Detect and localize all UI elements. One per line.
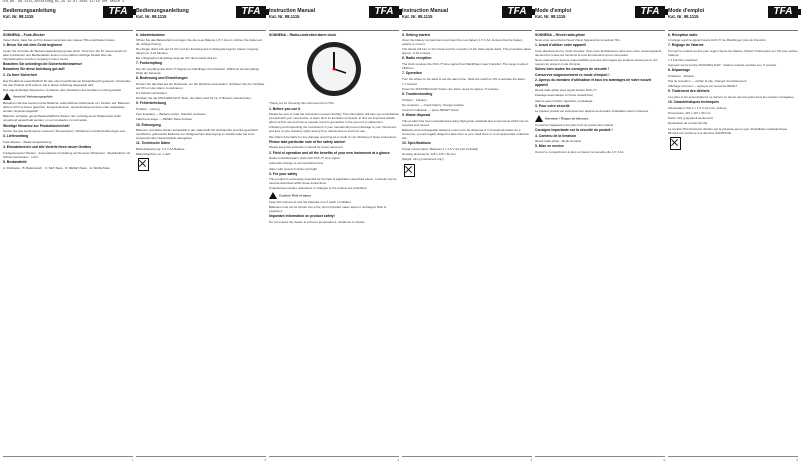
tfa-logo: TFA [768, 6, 798, 18]
paragraph: Power consumption: Batteries 1 x 1.5 V AA (not included) [402, 146, 479, 151]
subheading: 1. Bevor Sie mit dem Gerät beginnen [3, 43, 63, 48]
divider [3, 30, 133, 31]
page-title: Mode d'emploi [668, 8, 705, 14]
subheading: 3. Pour votre sécurité [535, 103, 570, 108]
page-body [668, 33, 798, 151]
subheading: 7. Operation [402, 71, 422, 76]
page-number: 2 [264, 458, 266, 462]
paragraph: Nous n'assumons aucune responsabilité pour des dommages qui seraient causés par le non respect du présent mode d'emploi. [535, 57, 658, 66]
paragraph: Keep this instrument and the batteries out of reach of children. [269, 199, 352, 204]
paragraph: La société TFA Dostmann déclare par la présente que le type d'installation radioélectrique 98.1115 est conforme à la directive 2014/53/UE. [668, 126, 788, 135]
subheading: 3. For your safety [269, 171, 298, 176]
page-header [668, 6, 798, 28]
paragraph: Der Zeiger dreht sich auf 12 Uhr und der Empfang des Funksignals beginnt. Dieser Vorgang dauert ca. 3-10 Minuten. [136, 47, 259, 56]
subheading: Consigne importante sur la sécurité du produit ! [535, 127, 613, 132]
paragraph: Thank you for choosing this instrument from TFA. [269, 101, 335, 106]
paragraph: Affichage incorrect — appuyer sur la touche RESET [668, 84, 738, 89]
manual-page-3 [269, 6, 399, 462]
paragraph: Lesen Sie sich bitte die Bedienungsanleitung genau durch. So lernen Sie Ihr neues Gerät mit allen Funktionen und Bestandteilen kennen und erfahren wichtige Details über die Inbetriebnahme und den Umgang mit dem Gerät. [3, 48, 127, 61]
divider [402, 30, 532, 31]
page-footer [3, 456, 133, 462]
subheading: Conservez soigneusement ce mode d'emploi ! [535, 72, 610, 77]
paragraph: 7.1 Fonction répétition [668, 57, 698, 62]
subheading: 5. Bestandteile [3, 159, 27, 164]
page-body [3, 33, 133, 170]
page-title: Mode d'emploi [535, 8, 572, 14]
paragraph: Conserver l'appareil et les piles hors de portée des enfants. [535, 122, 614, 127]
paragraph: Déclaration de conformité UE [668, 121, 708, 126]
subheading: 10. Specifications [402, 141, 431, 146]
paragraph: Batterien und Akkus dürfen keinesfalls in den Hausmüll! Als Verbraucher sind Sie gesetzlich verpflichtet, gebrauchte Batterien zur fachgerechten Entsorgung im Handel oder bei einer entsprechenden Sammelstelle abzugeben. [136, 128, 258, 141]
paragraph: Das Produkt ist ausschließlich für den oben beschriebenen Einsatzbereich geeignet. Verwenden Sie das Produkt nicht anders, als in dieser Anleitung dargestellt wird. [3, 78, 131, 87]
subheading: 5. Mise en service [535, 144, 564, 149]
page-number: 4 [530, 458, 532, 462]
subheading: 9. Fehlerbehebung [136, 101, 167, 106]
paragraph: Unauthorised repairs, alterations or changes to the product are prohibited. [269, 186, 368, 191]
paragraph: The hands will turn to 12 o'clock and the reception of the radio signal starts. This procedure takes approx. 3-10 minutes. [402, 47, 531, 56]
section-heading: 5. Getting started [402, 33, 430, 37]
subheading: Important information on product safety! [269, 214, 335, 219]
divider [269, 30, 399, 31]
tfa-logo: TFA [635, 6, 665, 18]
page-header [269, 6, 399, 28]
page-number: 6 [796, 458, 798, 462]
paragraph: Réveil radio-piloté avec signal horaire DCF-77 [535, 88, 597, 93]
manual-page-5 [535, 6, 665, 462]
page-header [402, 6, 532, 28]
manual-page-2 [136, 6, 266, 462]
page-footer [668, 456, 798, 462]
paragraph: Do not expose the device to extreme temperatures, vibrations or shocks. [269, 219, 366, 224]
paragraph: 7.1 Snooze [402, 81, 418, 86]
weee-bin-icon [670, 137, 681, 150]
weee-bin-icon [138, 158, 149, 171]
paragraph: Lisez attentivement le mode d'emploi. Vous vous familiariserez ainsi avec votre nouvel appareil, découvrirez toutes les fonctions et tous les éléments qui le composent. [535, 48, 662, 57]
page-header [3, 6, 133, 28]
paragraph: Die Uhr empfängt das DCF-77 Signal von Mainflingen bei Frankfurt. Während des Empfangs blinkt die Sekunde. [136, 67, 260, 76]
subheading: 3. Lieferumfang [3, 134, 29, 139]
paragraph: Kein Empfang — Batterie prüfen, Standort wechseln [136, 112, 206, 117]
manual-page-6 [668, 6, 798, 462]
paragraph: Tournez la molette au dos pour régler l'heure de l'alarme. Placez l'interrupteur sur ON pour activer l'alarme. [668, 48, 798, 57]
subheading: Beachten Sie unbedingt die Sicherheitshinweise! [3, 61, 83, 66]
subheading: 1. Avant d'utiliser votre appareil [535, 43, 587, 48]
paragraph: We shall not be liable for any damage occurring as a result of non following of these instructions. [269, 134, 398, 139]
paragraph: Please be sure to read the instruction manual carefully. This information will help you to familiarise yourself with your new device, to learn all of its functions and parts, to find out important details about its first use and how to operate it and to get advice in the event of a malfunction. [269, 112, 399, 125]
section-heading: 6. Réception radio [668, 33, 698, 37]
paragraph: Open the battery compartment and insert the new battery 1.5 V AA. Ensure that the battery polarity is correct. [402, 37, 523, 46]
page-number: 5 [663, 458, 665, 462]
disposal-symbols [136, 157, 266, 172]
model-number: Kat. Nr. 98.1115 [402, 14, 433, 19]
page-number: 3 [397, 458, 399, 462]
paragraph: Betriebsspannung: 1,5 V AA Batterie [136, 146, 185, 151]
paragraph: Attention ! Risque de blessure [535, 115, 665, 122]
paragraph: L'horloge reçoit le signal horaire DCF-77 de Mainflingen près de Francfort. [668, 37, 767, 42]
paragraph: Poids: 221 g (appareil seulement) [668, 116, 713, 121]
paragraph: This product has been manufactured using high-grade materials and components which can be recycled and reused. [402, 118, 529, 127]
subheading: 10. Caractéristiques techniques [668, 100, 720, 105]
disposal-symbols [402, 163, 532, 178]
subheading: 2. Aperçu du domaine d'utilisation et tous les avantages de votre nouvel appareil [535, 78, 652, 87]
file-header-line: TFA_No. 98.1115_Anleitung_01_19 12.07.2019 12:10 Uhr Seite 1 [2, 0, 125, 4]
paragraph: Problem · Lösung [136, 107, 160, 111]
weee-bin-icon [404, 164, 415, 177]
model-number: Kat. Nr. 98.1115 [535, 14, 566, 19]
paragraph: Funkgesteuerter Wecker · Automatische Umstellung auf Sommer-/Winterzeit · Weckfunktion mit Schlummerfunktion · Licht [3, 150, 131, 159]
page-footer [136, 456, 266, 462]
paragraph: Réveil radio-piloté · Mode d'emploi [535, 139, 582, 144]
manual-page-4 [402, 6, 532, 462]
paragraph: Batteries and rechargeable batteries must never be disposed of in household waste! As a consumer, you are legally obliged to take them to your retail store or to an appropriate collection site. [402, 128, 530, 141]
paragraph: Housing dimensions: 115 x 115 x 60 mm [402, 152, 456, 157]
paragraph: Weight: 221 g (instrument only) [402, 157, 444, 162]
subheading: 8. Troubleshooting [402, 92, 433, 97]
paragraph: Setzen Sie das Gerät keinen extremen Temperaturen, Vibrationen und Erschütterungen aus. [3, 129, 126, 134]
paragraph: Les piles et les accumulateurs ne doivent en aucun cas être jetés dans les ordures ménagères. [668, 95, 795, 99]
paragraph: Automatic change to summer/winter time [269, 161, 324, 166]
paragraph: Funk-Wecker · Bedienungsanleitung [3, 139, 52, 144]
subheading: 4. Einsatzbereich und alle Vorteile Ihres neuen Gerätes [3, 145, 92, 150]
paragraph: 8.1 Schlummerfunktion [136, 91, 167, 96]
paragraph: Problem · Solution [402, 97, 427, 102]
tfa-logo: TFA [502, 6, 532, 18]
subheading: 1. Before you use it [269, 106, 301, 111]
subheading: Wichtige Hinweise zur Produktsicherheit! [3, 123, 70, 128]
paragraph: Vielen Dank, dass Sie sich für dieses Gerät aus dem Hause TFA entschieden haben. [3, 37, 116, 42]
page-footer [535, 456, 665, 462]
subheading: 2. Zu Ihrer Sicherheit [3, 73, 37, 78]
disposal-symbols [668, 136, 798, 151]
paragraph: Falsche Anzeige — RESET-Taste drücken [136, 117, 193, 122]
paragraph: This product is exclusively intended for the field of application described above. It should only be used as described within these instructions. [269, 177, 397, 186]
section-heading: SONNENA – Radio-controlled alarm clock [269, 33, 337, 37]
paragraph: A: Rückseite · B: Batteriefach · C: SET-Taste · D: RESET-Taste · E: WAVE-Taste [3, 165, 111, 170]
paragraph: Turn the wheel on the back to set the alarm time. Slide the switch to ON to activate the alarm. [402, 76, 526, 81]
page-title: Instruction Manual [269, 8, 316, 14]
subheading: 6. Radio reception [402, 56, 432, 61]
subheading: 9. Waste disposal [402, 113, 431, 118]
paragraph: Batterielaufzeit: ca. 1 Jahr [136, 152, 171, 157]
model-number: Kat. Nr. 98.1115 [668, 14, 699, 19]
model-number: Kat. Nr. 98.1115 [269, 14, 300, 19]
alarm-clock-illustration [304, 39, 364, 99]
page-title: Instruction Manual [402, 8, 449, 14]
subheading: 9. Traitement des déchets [668, 89, 710, 94]
paragraph: Drücken Sie die SNOOZE/LIGHT Taste, der Alarm wird für ca. 5 Minuten unterbrochen. [136, 96, 252, 101]
paragraph: Bei erfolgreichem Empfang zeigt die Uhr die korrekte Zeit an. [136, 56, 218, 61]
section-heading: SONNENA – Funk-Wecker [3, 33, 45, 37]
page-number: 1 [131, 458, 133, 462]
paragraph: Ouvrez le compartiment à piles et insérez la nouvelle pile 1,5 V AA. [535, 149, 625, 154]
divider [136, 30, 266, 31]
paragraph: Caution! Risk of injury [269, 192, 399, 199]
tfa-logo: TFA [369, 6, 399, 18]
paragraph: No reception — check battery, change location [402, 103, 464, 107]
paragraph: Nous vous remercions d'avoir choisi l'appareil de la société TFA. [535, 37, 621, 42]
tfa-logo: TFA [236, 6, 266, 18]
paragraph: Öffnen Sie das Batteriefach und legen Sie die neue Batterie 1,5 V AA ein. Achten Sie dabei auf die richtige Polung. [136, 37, 262, 46]
subheading: 8. Bedienung und Einstellungen [136, 76, 188, 81]
paragraph: Alarm with snooze function and light [269, 166, 318, 171]
paragraph: Batteries must not be thrown into a fire, short-circuited, taken apart or recharged. Risk of explosion! [269, 205, 387, 214]
subheading: 11. Technische Daten [136, 141, 171, 146]
subheading: 4. Contenu de la livraison [535, 133, 577, 138]
page-body [136, 33, 266, 172]
manual-page-1 [3, 6, 133, 462]
paragraph: Le présent produit est exclusivement destiné au domaine d'utilisation décrit ci-dessus. [535, 109, 649, 114]
page-body [535, 33, 665, 154]
paragraph: Das eigenmächtige Reparieren, Umbauen oder Verändern des Gerätes ist nicht gestattet. [3, 87, 122, 92]
paragraph: Batterien enthalten gesundheitsschädliche Säuren. Ein vorzeitig leerer Batteriesatz sollte umgehend gewechselt werden, um ein Auslaufen zu vermeiden. [3, 114, 121, 123]
subheading: Suivez bien toutes les consignes de sécurité ! [535, 67, 610, 72]
paragraph: Bewahren Sie das Gerät und die Batterien außerhalb der Reichweite von Kindern auf. Batterien dürfen nicht ins Feuer geworfen, kurzgeschlossen, auseinandergenommen oder aufgeladen werden. Explosionsgefahr! [3, 101, 130, 114]
page-title: Bedienungsanleitung [3, 8, 56, 14]
subheading: 10. Entsorgung [136, 122, 161, 127]
subheading: Please take particular note of the safety advice! [269, 139, 346, 144]
model-number: Kat. Nr. 98.1115 [3, 14, 34, 19]
paragraph: Alarme avec fonction répétition et éclairage [535, 98, 593, 103]
subheading: 7. Funkempfang [136, 61, 162, 66]
paragraph: Radio controlled alarm clock with DCF-77 time signal [269, 156, 340, 161]
paragraph: Incorrect indication — press RESET button [402, 108, 460, 113]
paragraph: Alimentation: Pile 1 x 1,5 V AA (non incluse) [668, 105, 727, 110]
paragraph: Please keep this instruction manual for future reference. [269, 145, 344, 150]
paragraph: Vorsicht! Verletzungsgefahr [3, 93, 133, 100]
tfa-logo: TFA [103, 6, 133, 18]
page-title: Bedienungsanleitung [136, 8, 189, 14]
page-body [269, 33, 399, 224]
section-heading: 6. Inbetriebnahme [136, 33, 166, 37]
section-heading: SONNENA – Réveil radio-piloté [535, 33, 585, 37]
page-header [535, 6, 665, 28]
page-header [136, 6, 266, 28]
paragraph: Dimensions: 115 x 115 x 60 mm [668, 110, 711, 115]
divider [535, 30, 665, 31]
paragraph: Problème · Solution [668, 73, 695, 78]
warning-icon [535, 115, 543, 122]
subheading: Bewahren Sie diese Anleitung gut auf! [3, 67, 65, 72]
paragraph: Press the SNOOZE/LIGHT button: the alarm stops for approx. 5 minutes. [402, 87, 499, 92]
warning-icon [3, 93, 11, 100]
warning-icon [269, 192, 277, 199]
page-body [402, 33, 532, 178]
model-number: Kat. Nr. 98.1115 [136, 14, 167, 19]
subheading: 8. Dépannage [668, 68, 691, 73]
page-footer [402, 456, 532, 462]
divider [668, 30, 798, 31]
paragraph: The clock receives the DCF-77 time signal from Mainflingen near Frankfurt. The range is about 1500 km. [402, 61, 528, 70]
paragraph: Following and respecting the instructions in your manual will prevent damage to your instrument and loss of your statutory rights arising from defects due to incorrect use. [269, 125, 397, 134]
subheading: 2. Field of operation and all the benefits of your new instrument at a glance [269, 150, 390, 155]
paragraph: Appuyez sur la touche SNOOZE/LIGHT : l'alarme s'arrête pendant env. 5 minutes. [668, 63, 778, 68]
paragraph: Passage automatique à l'heure d'été/d'hiver [535, 93, 594, 98]
paragraph: Drehen Sie das Rad auf der Rückseite, um die Weckzeit einzustellen. Schieben Sie den Schalter auf ON um den Alarm zu aktivieren. [136, 81, 265, 90]
page-footer [269, 456, 399, 462]
paragraph: Pas de réception — vérifier la pile, changer d'emplacement [668, 79, 747, 84]
subheading: 7. Réglage de l'alarme [668, 43, 704, 48]
